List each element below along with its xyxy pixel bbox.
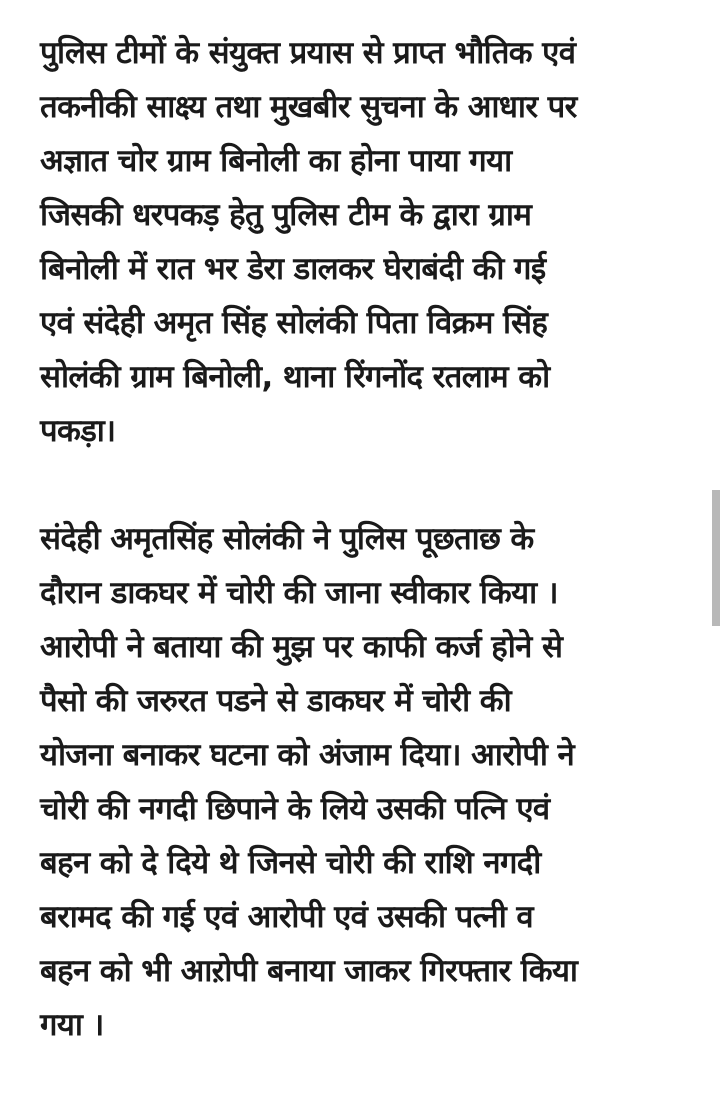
text-line: बरामद की गई एवं आरोपी एवं उसकी पत्नी व [40, 899, 534, 935]
text-line: बिनोली में रात भर डेरा डालकर घेराबंदी की गई [40, 251, 546, 287]
text-line: तकनीकी साक्ष्य तथा मुखबीर सुचना के आधार पर [40, 89, 577, 125]
text-line: एवं संदेही अमृत सिंह सोलंकी पिता विक्रम सिंह [40, 305, 548, 341]
text-line: गया । [40, 1007, 104, 1043]
scrollbar-thumb[interactable] [712, 490, 720, 626]
text-line: जिसकी धरपकड़ हेतु पुलिस टीम के द्वारा ग्राम [40, 197, 532, 233]
text-line: अज्ञात चोर ग्राम बिनोली का होना पाया गया [40, 143, 512, 179]
paragraph-arrest [40, 26, 690, 458]
text-line: पैसो की जरुरत पडने से डाकघर में चोरी की [40, 683, 512, 719]
text-line: दौरान डाकघर में चोरी की जाना स्वीकार किया । [40, 575, 558, 611]
text-line: संदेही अमृतसिंह सोलंकी ने पुलिस पूछताछ के [40, 521, 534, 557]
article-body [40, 26, 690, 1052]
text-line: चोरी की नगदी छिपाने के लिये उसकी पत्नि एवं [40, 791, 550, 827]
text-line: बहन को दे दिये थे जिनसे चोरी की राशि नगदी [40, 845, 541, 881]
text-line: पुलिस टीमों के संयुक्त प्रयास से प्राप्त भौतिक एवं [40, 35, 576, 71]
text-line: आरोपी ने बताया की मुझ पर काफी कर्ज होने से [40, 629, 563, 665]
text-line: पकड़ा। [40, 413, 116, 449]
paragraph-confession [40, 512, 690, 1052]
text-line: सोलंकी ग्राम बिनोली, थाना रिंगनोंद रतलाम को [40, 359, 550, 395]
text-line: बहन को भी आऱोपी बनाया जाकर गिरफ्तार किया [40, 953, 578, 989]
text-line: योजना बनाकर घटना को अंजाम दिया। आरोपी ने [40, 737, 575, 773]
